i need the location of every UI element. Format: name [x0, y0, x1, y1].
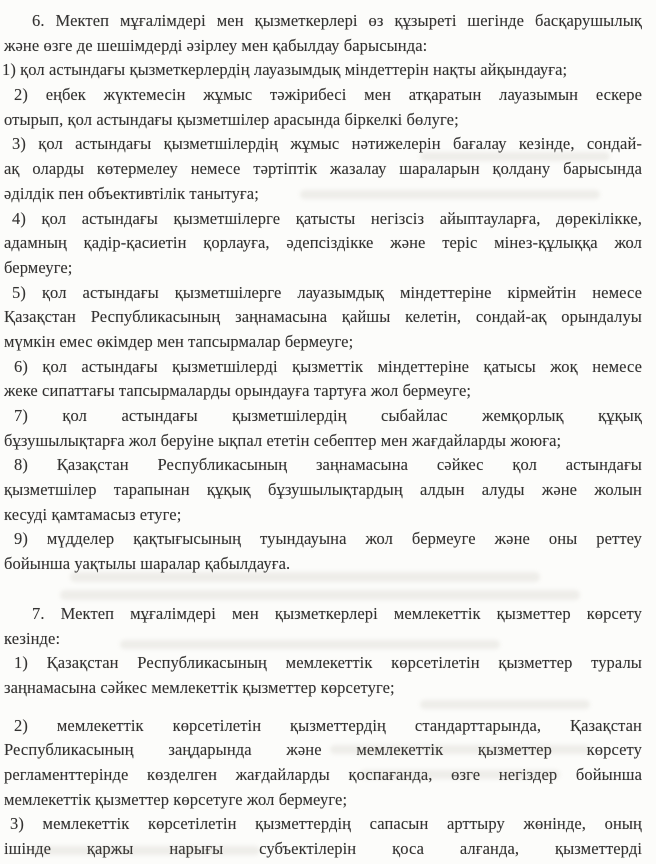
text-line: ақ оларды көтермелеу немесе тәртіптік жазалау шараларын қолдану барысында [4, 159, 642, 179]
text-line: мүмкін емес өкімдер мен тапсырмалар бермеуге; [4, 331, 354, 351]
text-line: 8) Қазақстан Республикасының заңнамасына сәйкес қол астындағы [14, 455, 642, 475]
text-line: адамның қадір-қасиетін қорлауға, әдепсіздікке және теріс мінез-құлыққа жол [4, 233, 642, 253]
para-6-item-4 [2, 207, 642, 281]
para-6-item-2 [2, 83, 642, 132]
para-6-item-5 [2, 281, 642, 355]
para-7-item-2 [2, 714, 642, 813]
para-6-item-1 [2, 58, 642, 83]
text-line: қызметшілер тарапынан құқық бұзушылықтардың алдын алуды және жолын [4, 480, 642, 500]
text-line: 9) мүдделер қақтығысының туындауына жол бермеуге және оны реттеу [14, 529, 642, 549]
text-line: заңнамасына сәйкес мемлекеттік қызметтер көрсетуге; [4, 677, 395, 697]
text-line: 3) қол астындағы қызметшілердің жұмыс нәтижелерін бағалау кезінде, сондай- [12, 134, 642, 154]
text-line: және өзге де шешімдерді әзірлеу мен қабылдау барысында: [4, 35, 428, 55]
text-line: 7) қол астындағы қызметшілердің сыбайлас жемқорлық құқық [14, 406, 642, 425]
text-line: бұзушылықтарға жол беруіне ықпал ететін себептер мен жағдайларды жоюға; [4, 430, 562, 450]
text-line: ішінде қаржы нарығы субъектілерін қоса алғанда, қызметтерді [4, 839, 642, 858]
text-line: кесуді қамтамасыз етуге; [4, 504, 182, 524]
document-text [2, 9, 642, 862]
para-6-item-7 [2, 404, 642, 453]
text-line: 5) қол астындағы қызметшілерге лауазымдық міндеттеріне кірмейтін немесе [12, 282, 642, 302]
para-7-item-3 [2, 812, 642, 861]
text-line: 4) қол астындағы қызметшілерге қатысты негізсіз айыптауларға, дөрекілікке, [12, 208, 642, 228]
text-line: 6) қол астындағы қызметшілерді қызметтік міндеттеріне қатысы жоқ немесе [14, 356, 642, 376]
text-line: мемлекеттік қызметтер көрсетуге жол бермеуге; [4, 789, 348, 809]
text-line: 2) еңбек жүктемесін жұмыс тәжірибесі мен атқаратын лауазымын ескере [14, 85, 642, 105]
text-line: бойынша уақтылы шаралар қабылдауға. [4, 554, 291, 574]
para-6-item-9 [2, 527, 642, 576]
para-6-intro [2, 9, 642, 58]
text-line: 2) мемлекеттік көрсетілетін қызметтердің стандарттарында, Қазақстан [14, 715, 642, 735]
text-line: бермеуге; [4, 257, 73, 277]
para-7-item-1 [2, 651, 642, 700]
text-line: әділдік пен объективтілік танытуға; [4, 183, 259, 203]
text-line: кезінде: [4, 628, 61, 648]
text-line: 1) қол астындағы қызметкерлердің лауазымдық міндеттерін нақты айқындауға; [2, 60, 568, 80]
text-line: 1) Қазақстан Республикасының мемлекеттік көрсетілетін қызметтер туралы [14, 653, 642, 673]
text-line: отырып, қол астындағы қызметшілер арасында біркелкі бөлуге; [4, 109, 459, 129]
text-line: жеке сипаттағы тапсырмаларды орындауға тартуға жол бермеуге; [4, 381, 472, 401]
text-line: 3) мемлекеттік көрсетілетін қызметтердің сапасын арттыру жөнінде, оның [10, 814, 642, 834]
text-line: 7. Мектеп мұғалімдері мен қызметкерлері мемлекеттік қызметтер көрсету [32, 603, 642, 623]
para-6-item-3 [2, 132, 642, 206]
text-line: регламенттерінде көзделген жағдайларды қоспағанда, өзге негіздер бойынша [4, 764, 642, 784]
para-6-item-8 [2, 453, 642, 527]
text-line: 6. Мектеп мұғалімдері мен қызметкерлері өз құзыреті шегінде басқарушылық [32, 11, 642, 30]
text-line: Қазақстан Республикасының заңнамасына қайшы келетін, сондай-ақ орындалуы [4, 307, 642, 327]
para-7-intro [2, 602, 642, 651]
para-6-item-6 [2, 355, 642, 404]
text-line: Республикасының заңдарында және мемлекеттік қызметтер көрсету [4, 740, 642, 760]
